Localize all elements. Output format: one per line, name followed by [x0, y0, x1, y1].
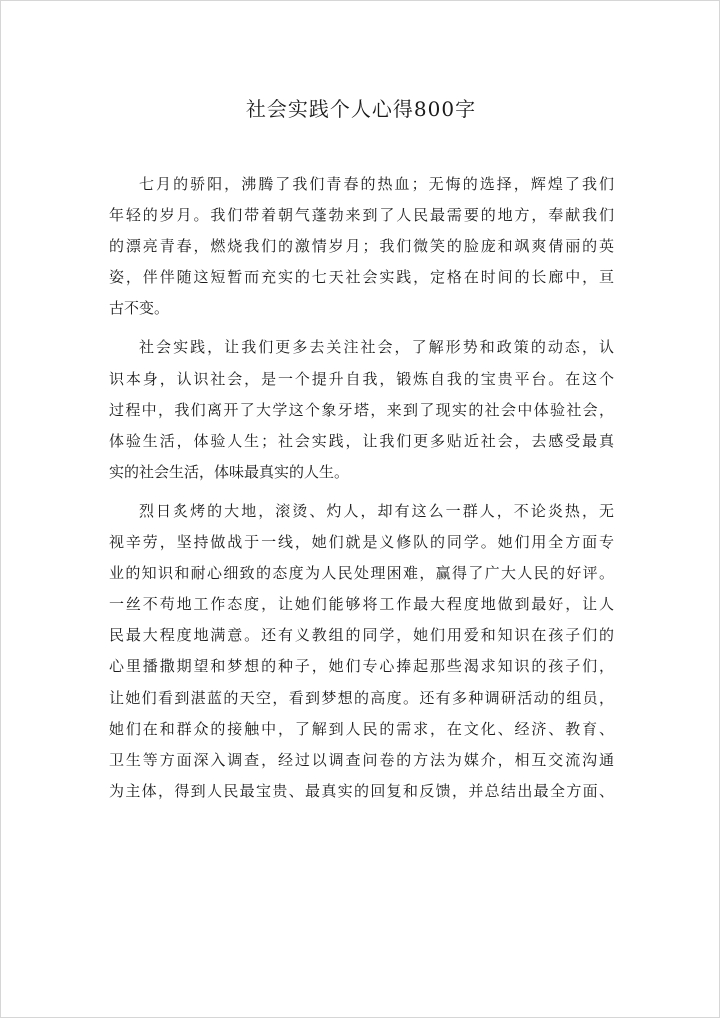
text-line: 的漂亮青春，燃烧我们的激情岁月；我们微笑的脸庞和飒爽倩丽的英: [109, 237, 614, 256]
text-line: 社会实践，让我们更多去关注社会，了解形势和政策的动态，认: [139, 338, 614, 357]
text-line: 七月的骄阳，沸腾了我们青春的热血；无悔的选择，辉煌了我们: [139, 175, 614, 193]
text-line: 烈日炙烤的大地，滚烫、灼人，却有这么一群人，不论炎热，无: [139, 501, 614, 520]
text-line: 卫生等方面深入调查，经过以调查问卷的方法为媒介，相互交流沟通: [109, 750, 614, 769]
text-line: 古不变。: [109, 299, 170, 318]
paragraph-2: [109, 332, 614, 487]
document-body: [109, 169, 614, 815]
page-title: 社会实践个人心得800字: [245, 97, 477, 121]
paragraph-3: [109, 496, 614, 807]
text-line: 一丝不苟地工作态度，让她们能够将工作最大程度地做到最好，让人: [109, 595, 614, 614]
text-line: 为主体，得到人民最宝贵、最真实的回复和反馈，并总结出最全方面、: [109, 781, 614, 800]
paragraph-1: [109, 169, 614, 324]
text-line: 让她们看到湛蓝的天空，看到梦想的高度。还有多种调研活动的组员，: [109, 688, 614, 707]
text-line: 她们在和群众的接触中，了解到人民的需求，在文化、经济、教育、: [109, 719, 614, 738]
text-line: 视辛劳，坚持做战于一线，她们就是义修队的同学。她们用全方面专: [109, 533, 614, 552]
text-line: 姿，伴伴随这短暂而充实的七天社会实践，定格在时间的长廊中，亘: [109, 268, 614, 287]
text-line: 心里播撒期望和梦想的种子，她们专心捧起那些渴求知识的孩子们，: [109, 657, 614, 676]
text-line: 业的知识和耐心细致的态度为人民处理困难，赢得了广大人民的好评。: [109, 564, 614, 583]
text-line: 识本身，认识社会，是一个提升自我，锻炼自我的宝贵平台。在这个: [109, 369, 614, 388]
text-line: 民最大程度地满意。还有义教组的同学，她们用爱和知识在孩子们的: [109, 626, 614, 645]
text-line: 体验生活，体验人生；社会实践，让我们更多贴近社会，去感受最真: [109, 431, 614, 450]
text-line: 实的社会生活，体味最真实的人生。: [109, 462, 350, 481]
text-line: 年轻的岁月。我们带着朝气蓬勃来到了人民最需要的地方，奉献我们: [109, 206, 614, 225]
text-line: 过程中，我们离开了大学这个象牙塔，来到了现实的社会中体验社会，: [109, 400, 614, 419]
